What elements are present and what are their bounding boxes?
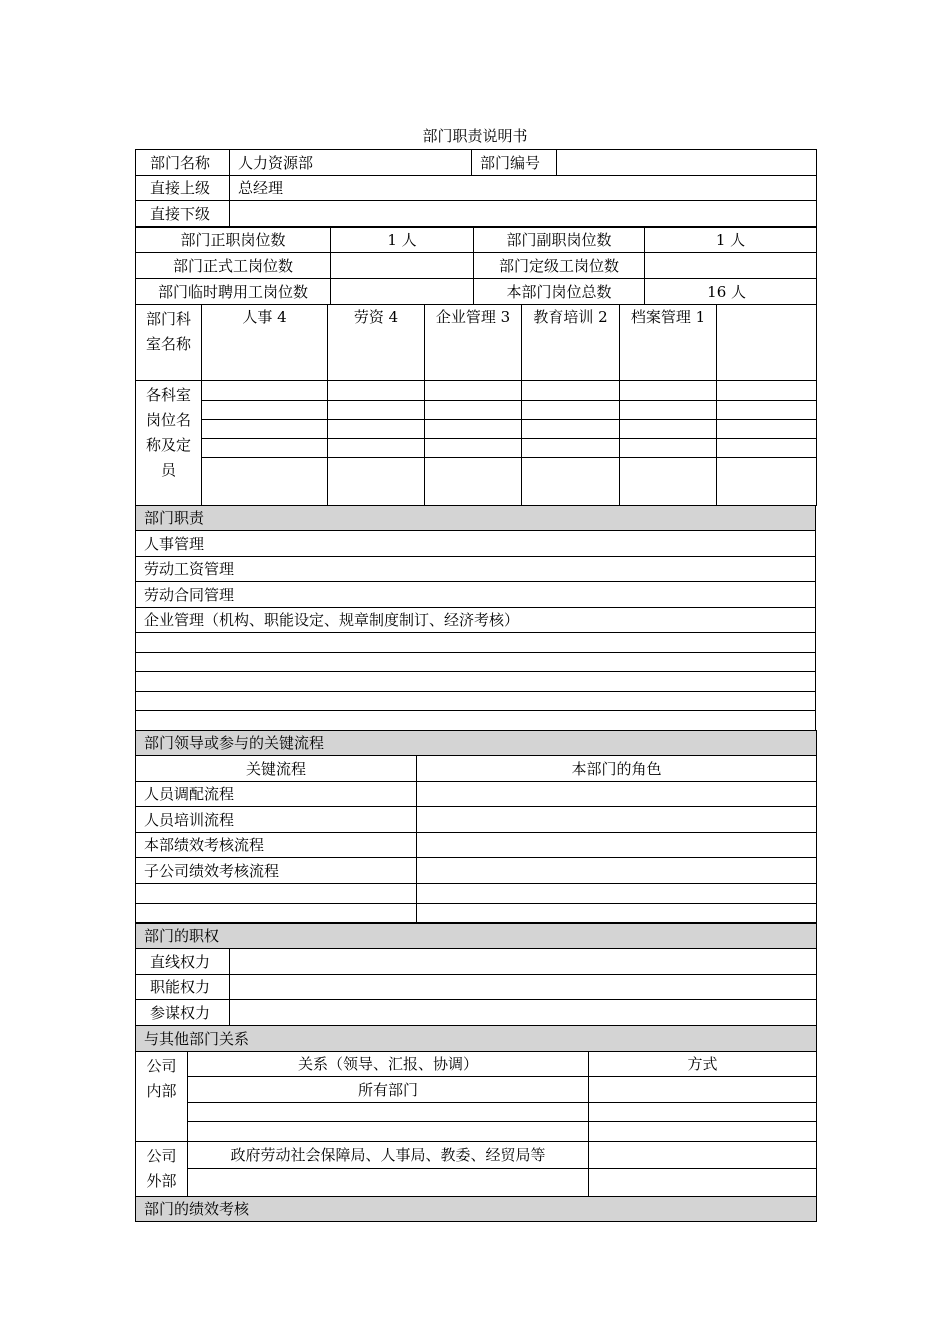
dept-name-value: 人力资源部 [230,150,472,176]
position-cell [328,439,425,458]
position-cell [717,420,817,439]
position-cell [202,458,328,506]
room-name: 教育培训 2 [522,305,620,381]
position-cell [620,381,717,401]
relations-table [135,1025,817,1222]
deputy-count-value: 1 人 [645,228,817,253]
formal-count-value [331,253,474,279]
duty-item: 企业管理（机构、职能设定、规章制度制订、经济考核） [136,608,816,633]
duty-item: 人事管理 [136,531,816,557]
process-name [136,884,417,904]
fixed-count-label: 部门定级工岗位数 [474,253,645,279]
total-count-label: 本部门岗位总数 [474,279,645,305]
processes-col-role: 本部门的角色 [417,756,817,782]
position-cell [202,439,328,458]
duty-item [136,692,816,711]
position-cell [425,401,522,420]
subordinate-label: 直接下级 [136,201,230,227]
document-title: 部门职责说明书 [422,127,528,145]
duty-item [136,672,816,692]
rooms-label: 部门科室名称 [136,305,202,381]
position-cell [717,439,817,458]
position-cell [620,458,717,506]
room-name [717,305,817,381]
position-cell [328,401,425,420]
process-role [417,833,817,858]
position-cell [522,401,620,420]
position-cell [522,458,620,506]
position-cell [202,381,328,401]
duties-header: 部门职责 [136,506,816,531]
internal-relation [188,1122,589,1142]
internal-method [589,1103,817,1122]
position-cell [328,420,425,439]
process-name [136,904,417,923]
dept-code-label: 部门编号 [472,150,557,176]
temp-count-value [331,279,474,305]
processes-table [135,730,817,923]
position-cell [328,381,425,401]
process-role [417,904,817,923]
fixed-count-value [645,253,817,279]
processes-header: 部门领导或参与的关键流程 [136,731,817,756]
position-cell [328,458,425,506]
authority-label: 参谋权力 [136,1000,230,1026]
subordinate-value [230,201,817,227]
duty-item: 劳动合同管理 [136,582,816,608]
temp-count-label: 部门临时聘用工岗位数 [136,279,331,305]
basic-info-table [135,149,817,227]
authority-value [230,1000,817,1026]
duty-item [136,653,816,672]
position-cell [202,420,328,439]
internal-relation: 所有部门 [188,1077,589,1103]
position-cell [425,420,522,439]
dept-code-value [557,150,817,176]
position-cell [717,458,817,506]
external-relation [188,1168,589,1196]
external-relation: 政府劳动社会保障局、人事局、教委、经贸局等 [188,1142,589,1169]
external-method [589,1168,817,1196]
internal-label: 公司内部 [136,1052,188,1142]
position-cell [522,439,620,458]
process-name: 人员调配流程 [136,782,417,807]
position-cell [620,439,717,458]
internal-method [589,1077,817,1103]
process-role [417,807,817,833]
authority-value [230,949,817,975]
position-cell [425,439,522,458]
position-cell [620,420,717,439]
head-count-label: 部门正职岗位数 [136,228,331,253]
duties-table [135,505,816,731]
superior-label: 直接上级 [136,176,230,201]
process-role [417,782,817,807]
position-cell [620,401,717,420]
position-cell [425,381,522,401]
process-role [417,858,817,884]
total-count-value: 16 人 [645,279,817,305]
formal-count-label: 部门正式工岗位数 [136,253,331,279]
authority-table [135,923,817,1026]
positions-label: 各科室岗位名称及定员 [136,381,202,506]
room-name: 档案管理 1 [620,305,717,381]
process-role [417,884,817,904]
internal-method [589,1122,817,1142]
head-count-value: 1 人 [331,228,474,253]
position-cell [717,401,817,420]
duty-item [136,711,816,731]
room-name: 人事 4 [202,305,328,381]
deputy-count-label: 部门副职岗位数 [474,228,645,253]
process-name: 本部绩效考核流程 [136,833,417,858]
superior-value: 总经理 [230,176,817,201]
processes-col-name: 关键流程 [136,756,417,782]
dept-name-label: 部门名称 [136,150,230,176]
room-name: 企业管理 3 [425,305,522,381]
external-label: 公司外部 [136,1142,188,1197]
authority-header: 部门的职权 [136,924,817,949]
process-name: 子公司绩效考核流程 [136,858,417,884]
authority-value [230,975,817,1000]
relations-header: 与其他部门关系 [136,1026,817,1052]
duty-item: 劳动工资管理 [136,557,816,582]
authority-label: 直线权力 [136,949,230,975]
authority-label: 职能权力 [136,975,230,1000]
duty-item [136,633,816,653]
performance-header: 部门的绩效考核 [136,1197,817,1222]
positions-count-table [135,227,817,305]
external-method [589,1142,817,1169]
rooms-table [135,304,817,506]
position-cell [717,381,817,401]
position-cell [202,401,328,420]
relation-col-header: 关系（领导、汇报、协调） [188,1052,589,1077]
position-cell [522,420,620,439]
method-col-header: 方式 [589,1052,817,1077]
process-name: 人员培训流程 [136,807,417,833]
internal-relation [188,1103,589,1122]
position-cell [522,381,620,401]
position-cell [425,458,522,506]
room-name: 劳资 4 [328,305,425,381]
